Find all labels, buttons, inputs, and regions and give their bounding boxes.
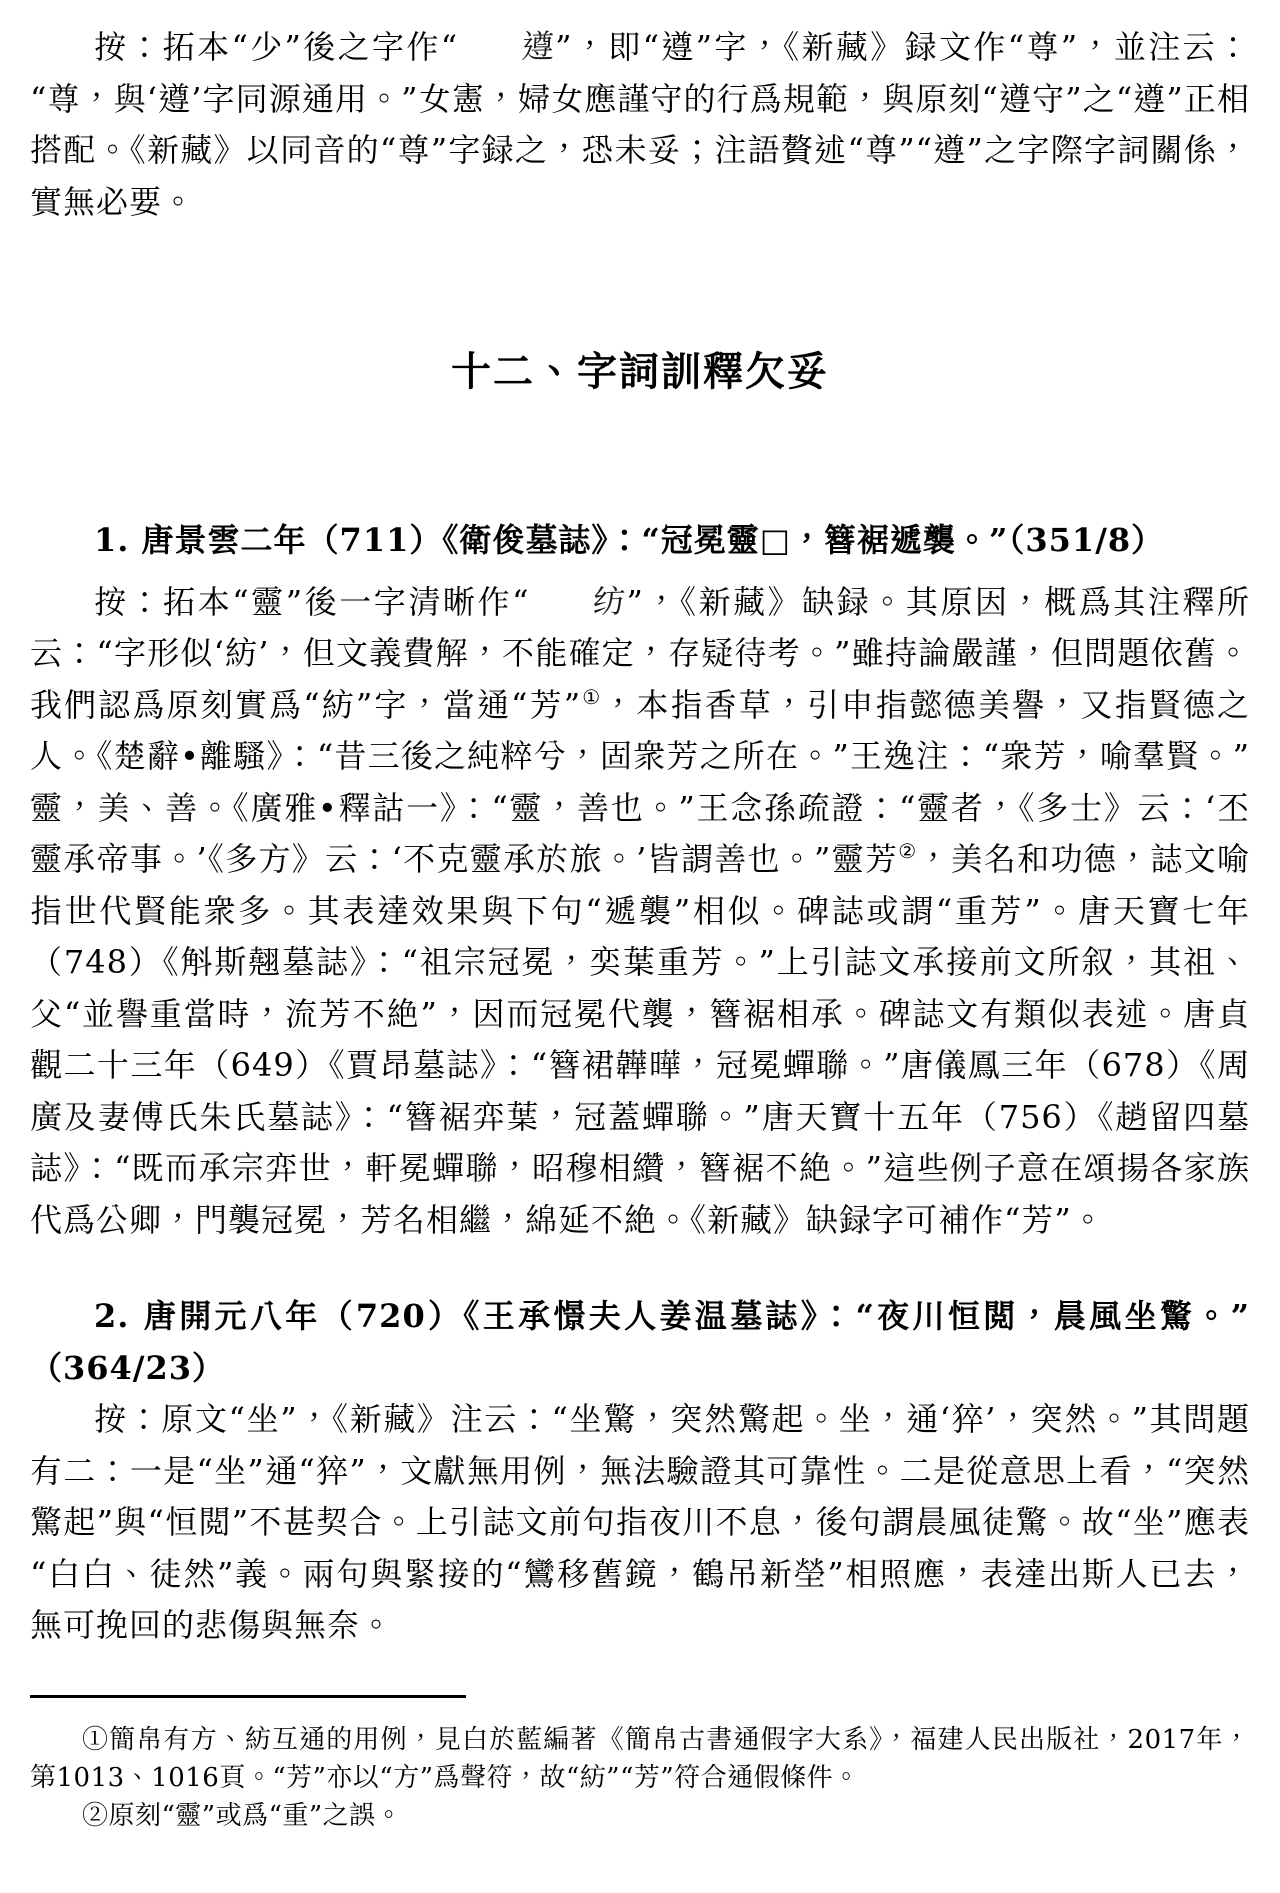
footnote-separator <box>30 1695 466 1698</box>
rubbing-glyph-fang: 纺 <box>592 581 628 621</box>
para-note-zun-text-1: 按：拓本“少”後之字作“ <box>94 28 459 66</box>
item2-body: 按：原文“坐”，《新藏》注云：“坐驚，突然驚起。坐，通‘猝’，突然。”其問題有二：一是“坐”通“猝”，文獻無用例，無法驗證其可靠性。二是從意思上看，“突然驚起”與“恒閲”不甚契合。上引誌文前句指夜川不息，後句謂晨風徒驚。故“坐”應表“白白、徒然”義。兩句與緊接的“鸞移舊鏡，鶴吊新塋”相照應，表達出斯人已去，無可挽回的悲傷與無奈。 <box>30 1400 1250 1644</box>
item1-body-text-3: ，本指香草，引申指懿德美譽，又指賢德之人。《楚辭•離騷》：“昔三後之純粹兮，固衆芳之所在。”王逸注：“衆芳，喻羣賢。”靈，美、善。《廣雅•釋詁一》：“靈，善也。”王念孫疏證：“靈者，《多士》云：‘丕靈承帝事。’《多方》云：‘不克靈承於旅。’皆謂善也。”靈芳 <box>30 685 1250 878</box>
footnote-ref-1: ① <box>581 685 603 709</box>
para-note-zun-text-2: ”，即“遵”字，《新藏》録文作“尊”，並注云：“尊，與‘遵’字同源通用。”女憲，婦女應謹守的行爲規範，與原刻“遵守”之“遵”正相搭配。《新藏》以同音的“尊”字録之，恐未妥；注語贅述“尊”“遵”之字際字詞關係，實無必要。 <box>30 28 1250 221</box>
item1-body-text-2: ”，《新藏》缺録。其原因，概爲其注釋所云：“字形似‘紡’，但文義費解，不能確定，存疑待考。”雖持論嚴謹，但問題依舊。我們認爲原刻實爲“紡”字，當通“芳” <box>30 582 1250 724</box>
item2-title: 2. 唐開元八年（720）《王承憬夫人姜温墓誌》：“夜川恒閲，晨風坐驚。”（364/23） <box>30 1297 1250 1387</box>
footnote-2: ②原刻“靈”或爲“重”之誤。 <box>82 1800 403 1831</box>
item1-body-text-4: ，美名和功德，誌文喻指世代賢能衆多。其表達效果與下句“遞襲”相似。碑誌或謂“重芳”。唐天寶七年（748）《斛斯翹墓誌》：“祖宗冠冕，奕葉重芳。”上引誌文承接前文所叙，其祖、父“並譽重當時，流芳不絶”，因而冠冕代襲，簪裾相承。碑誌文有類似表述。唐貞觀二十三年（649）《賈昂墓誌》：“簪裙韡曄，冠冕蟬聯。”唐儀鳳三年（678）《周廣及妻傅氏朱氏墓誌》：“簪裾弈葉，冠蓋蟬聯。”唐天寶十五年（756）《趙留四墓誌》：“既而承宗弈世，軒冕蟬聯，昭穆相纘，簪裾不絶。”這些例子意在頌揚各家族代爲公卿，門襲冠冕，芳名相繼，綿延不絶。《新藏》缺録字可補作“芳”。 <box>30 840 1250 1239</box>
item1-body-text-1: 按：拓本“靈”後一字清晰作“ <box>94 582 530 621</box>
para-note-zun <box>30 22 1250 228</box>
footnote-ref-2: ② <box>898 840 918 864</box>
item1-title: 1. 唐景雲二年（711）《衛俊墓誌》：“冠冕靈□，簪裾遞襲。”（351/8） <box>94 521 1165 559</box>
footnote-1: ①簡帛有方、紡互通的用例，見白於藍編著《簡帛古書通假字大系》，福建人民出版社，2017年，第1013、1016頁。“芳”亦以“方”爲聲符，故“紡”“芳”符合通假條件。 <box>30 1724 1250 1793</box>
item1-body <box>30 577 1250 1247</box>
section-heading: 十二、字詞訓釋欠妥 <box>451 349 829 395</box>
rubbing-glyph-zun: 遵 <box>520 27 557 66</box>
